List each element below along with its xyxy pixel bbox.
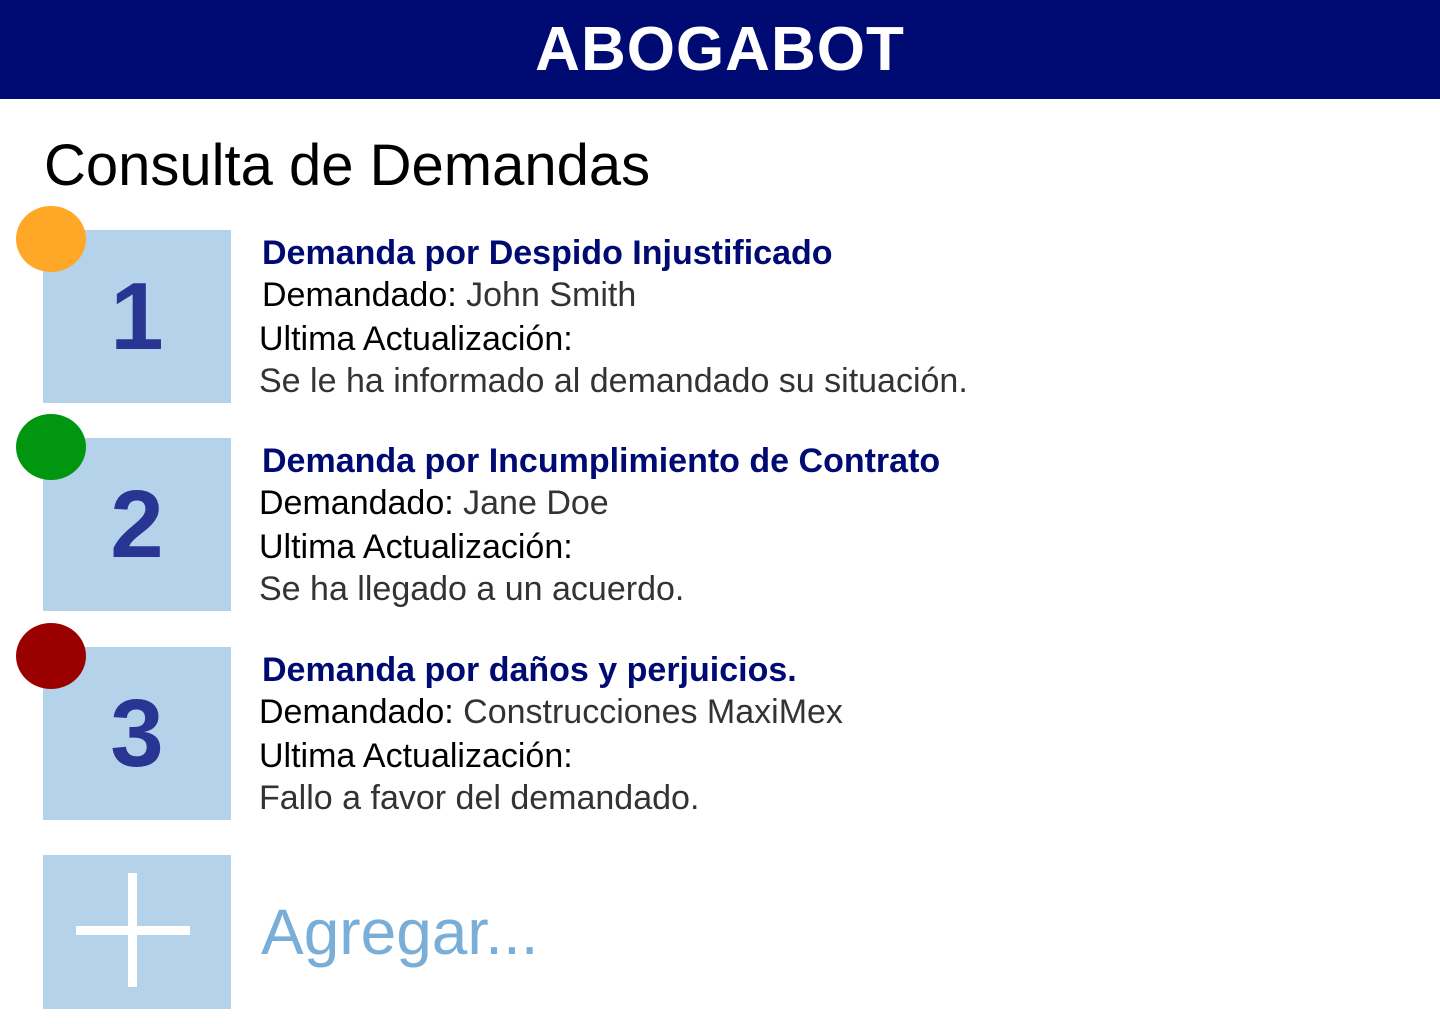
case-card-2[interactable]: [0, 414, 1440, 614]
update-value: Se le ha informado al demandado su situación.: [259, 362, 968, 400]
status-indicator: [16, 414, 86, 480]
status-indicator: [16, 206, 86, 272]
defendant-row: [259, 693, 843, 732]
defendant-value: Construcciones MaxiMex: [463, 693, 843, 731]
case-number: 1: [110, 262, 164, 370]
update-value: Fallo a favor del demandado.: [259, 779, 700, 817]
case-title[interactable]: Demanda por Despido Injustificado: [262, 234, 833, 272]
update-label: Ultima Actualización:: [259, 737, 573, 775]
app-header: [0, 0, 1440, 99]
case-title[interactable]: Demanda por daños y perjuicios.: [262, 651, 797, 689]
defendant-label: Demandado:: [259, 693, 454, 731]
defendant-value: Jane Doe: [463, 484, 609, 522]
defendant-row: [262, 276, 636, 315]
add-button[interactable]: [43, 855, 231, 1009]
add-case-row[interactable]: [0, 855, 1440, 1009]
case-card-1[interactable]: [0, 206, 1440, 406]
update-label: Ultima Actualización:: [259, 320, 573, 358]
add-label[interactable]: Agregar...: [261, 896, 539, 968]
case-number: 2: [110, 470, 164, 578]
case-title[interactable]: Demanda por Incumplimiento de Contrato: [262, 442, 941, 480]
defendant-label: Demandado:: [259, 484, 454, 522]
update-value: Se ha llegado a un acuerdo.: [259, 570, 685, 608]
page-title: Consulta de Demandas: [44, 133, 651, 198]
defendant-value: John Smith: [466, 276, 637, 314]
status-indicator: [16, 623, 86, 689]
case-number: 3: [110, 679, 164, 787]
case-card-3[interactable]: [0, 623, 1440, 823]
defendant-label: Demandado:: [262, 276, 457, 314]
update-label: Ultima Actualización:: [259, 528, 573, 566]
app-title: ABOGABOT: [535, 15, 905, 84]
defendant-row: [259, 484, 609, 523]
plus-icon-vertical: [128, 873, 137, 987]
